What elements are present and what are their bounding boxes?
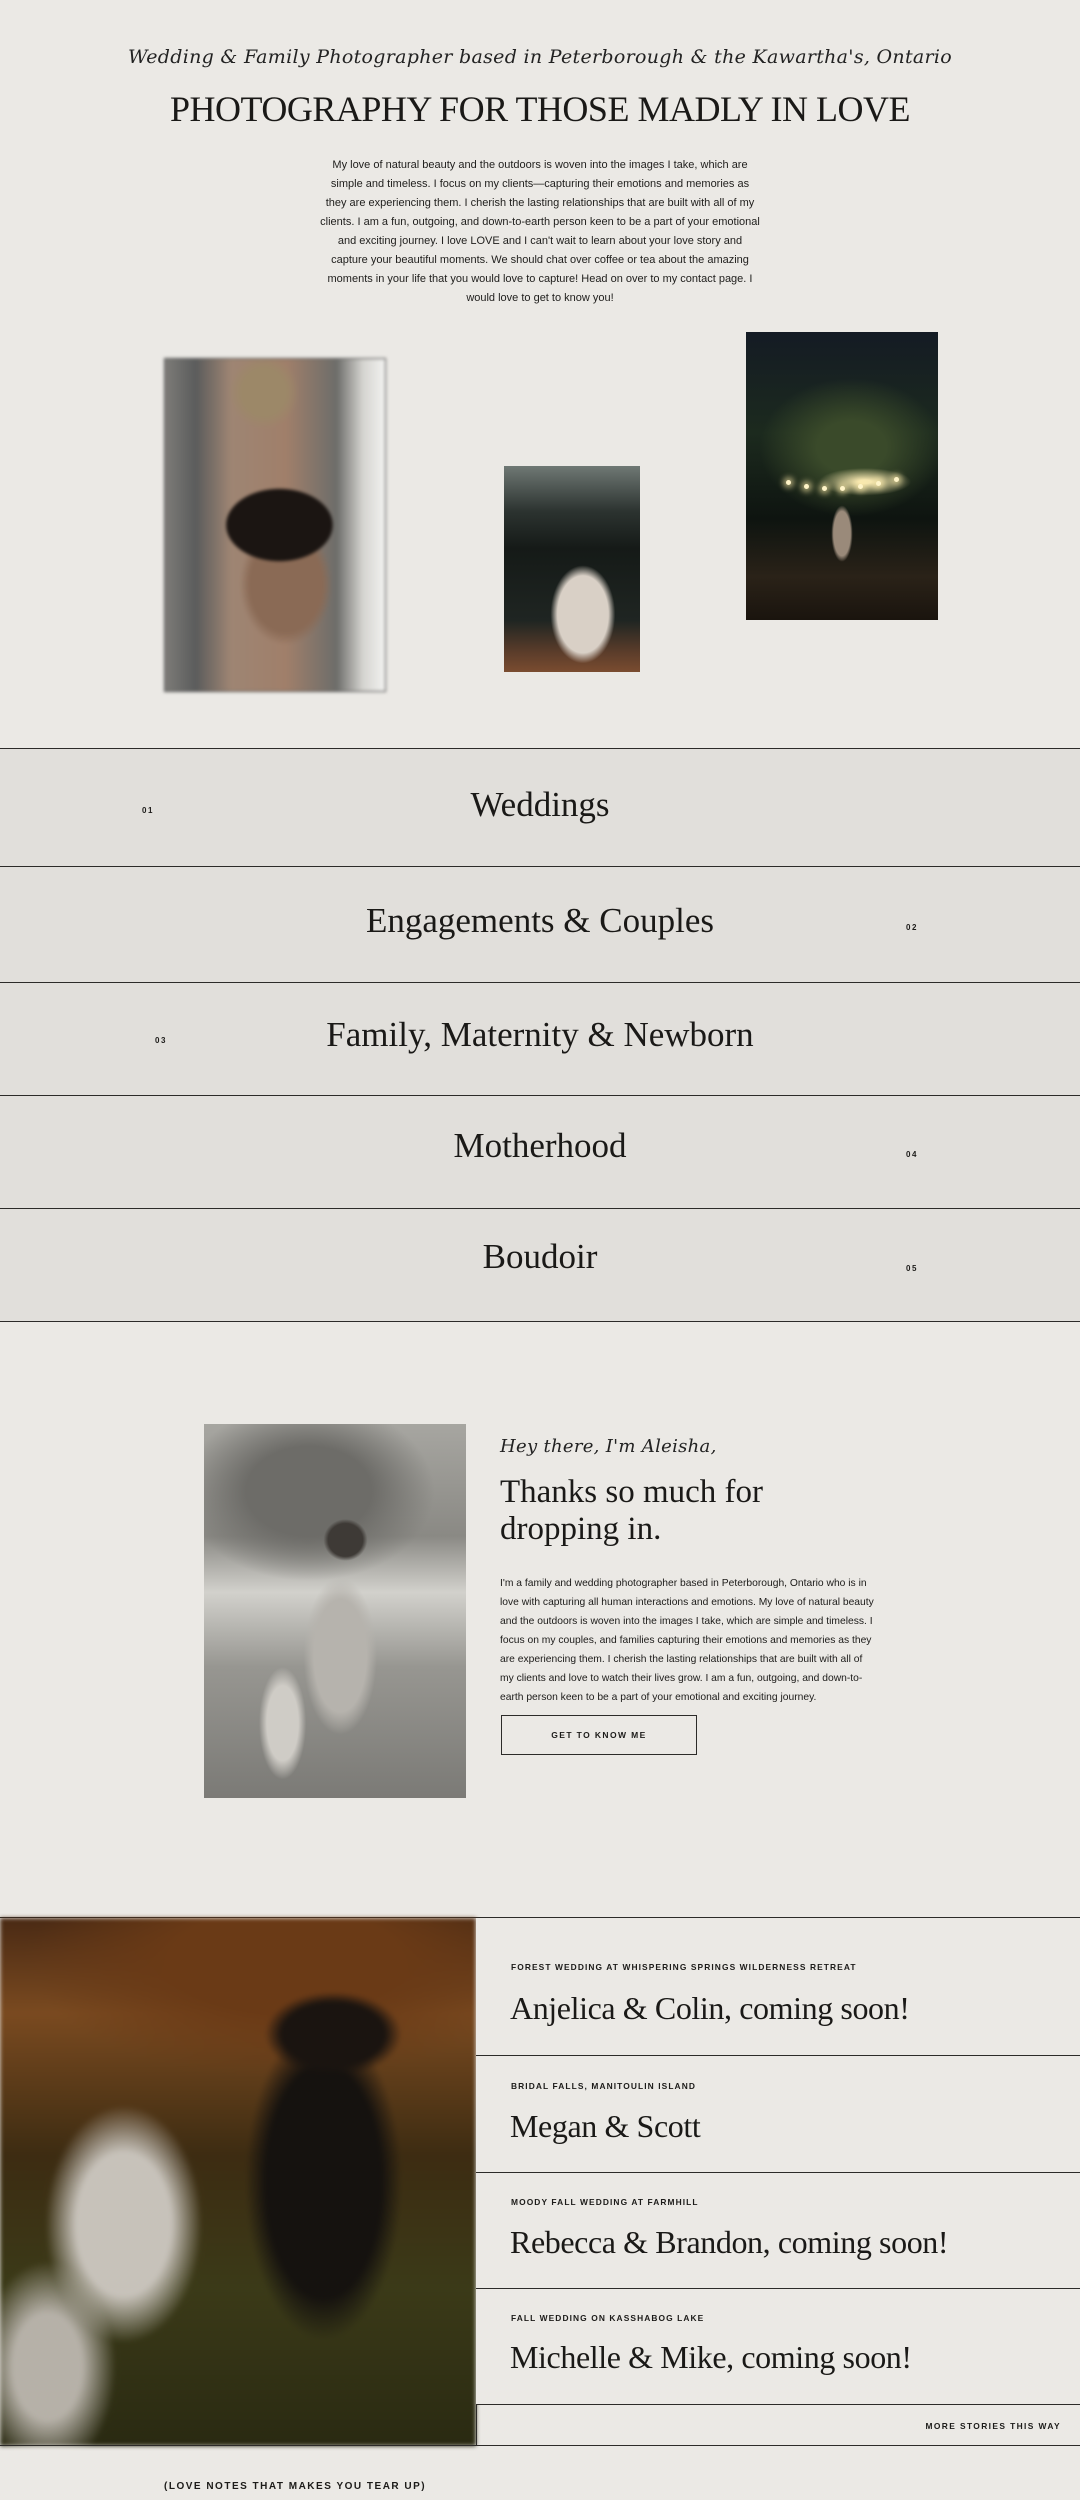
service-row-boudoir[interactable] (0, 1208, 1080, 1321)
service-title: Engagements & Couples (365, 901, 714, 940)
about-heading: Thanks so much for dropping in. (500, 1474, 764, 1547)
story-location: FOREST WEDDING AT WHISPERING SPRINGS WILDERNESS RETREAT (511, 1962, 857, 1972)
testimonials-heading: (LOVE NOTES THAT MAKES YOU TEAR UP) (164, 2481, 427, 2492)
story-item[interactable] (476, 1918, 1080, 2055)
night-couple-photo (746, 332, 938, 620)
service-title: Boudoir (482, 1237, 598, 1276)
story-item[interactable] (476, 2288, 1080, 2404)
about-greeting: Hey there, I'm Aleisha, (500, 1436, 717, 1457)
more-stories-row (476, 2404, 1080, 2446)
story-title[interactable]: Megan & Scott (510, 2108, 701, 2144)
intro-text: My love of natural beauty and the outdoors is woven into the images I take, which are simple and timeless. I focus on my clients—capturing their emotions and memories as they are experiencing them. I cherish the lasting relationships that are built with all of my clients. I am a fun, outgoing, and down-to-earth person keen to be a part of your emotional and exciting journey. I love LOVE and I can't wait to learn about your love story and capture your beautiful moments. We should chat over coffee or tea about the amazing moments in your life that you would love to capture! Head on over to my contact page. I would love to get to know you! (320, 159, 760, 304)
story-title[interactable]: Rebecca & Brandon, coming soon! (510, 2224, 949, 2260)
story-item[interactable] (476, 2172, 1080, 2288)
string-lights-decoration (786, 472, 906, 492)
service-number: 03 (155, 1036, 167, 1045)
service-row-motherhood[interactable] (0, 1095, 1080, 1208)
service-title: Motherhood (453, 1126, 627, 1165)
story-title[interactable]: Michelle & Mike, coming soon! (510, 2339, 912, 2375)
service-number: 05 (906, 1264, 918, 1273)
service-number: 04 (906, 1150, 918, 1159)
photographer-portrait-photo (204, 1424, 466, 1798)
divider (0, 2445, 476, 2446)
service-row-family[interactable] (0, 982, 1080, 1095)
service-row-weddings[interactable] (0, 748, 1080, 866)
bride-lake-photo (504, 466, 640, 672)
service-title: Weddings (470, 785, 610, 824)
get-to-know-me-button[interactable]: GET TO KNOW ME (501, 1715, 697, 1755)
service-number: 01 (142, 806, 154, 815)
about-text: I'm a family and wedding photographer based in Peterborough, Ontario who is in love with capturing all human interactions and emotions. My love of natural beauty and the outdoors is woven into the images I take, which are simple and timeless. I focus on my couples, and families capturing their emotions and memories as they are experiencing them. I cherish the lasting relationships that are built with all of my clients and love to watch their lives grow. I am a fun, outgoing, and down-to-earth person keen to be a part of your emotional and exciting journey. (500, 1578, 874, 1703)
story-title[interactable]: Anjelica & Colin, coming soon! (510, 1990, 910, 2026)
story-location: BRIDAL FALLS, MANITOULIN ISLAND (511, 2081, 696, 2091)
service-title: Family, Maternity & Newborn (326, 1015, 754, 1054)
divider (0, 1321, 1080, 1322)
page-headline: PHOTOGRAPHY FOR THOSE MADLY IN LOVE (170, 89, 910, 129)
story-item[interactable] (476, 2055, 1080, 2172)
tagline: Wedding & Family Photographer based in Peterborough & the Kawartha's, Ontario (127, 46, 953, 68)
service-row-engagements[interactable] (0, 866, 1080, 982)
couple-motion-photo (0, 1918, 476, 2446)
maternity-photo (164, 358, 386, 692)
story-location: MOODY FALL WEDDING AT FARMHILL (511, 2197, 699, 2207)
service-number: 02 (906, 923, 918, 932)
story-location: FALL WEDDING ON KASSHABOG LAKE (511, 2313, 705, 2323)
more-stories-link[interactable]: MORE STORIES THIS WAY (925, 2421, 1061, 2431)
